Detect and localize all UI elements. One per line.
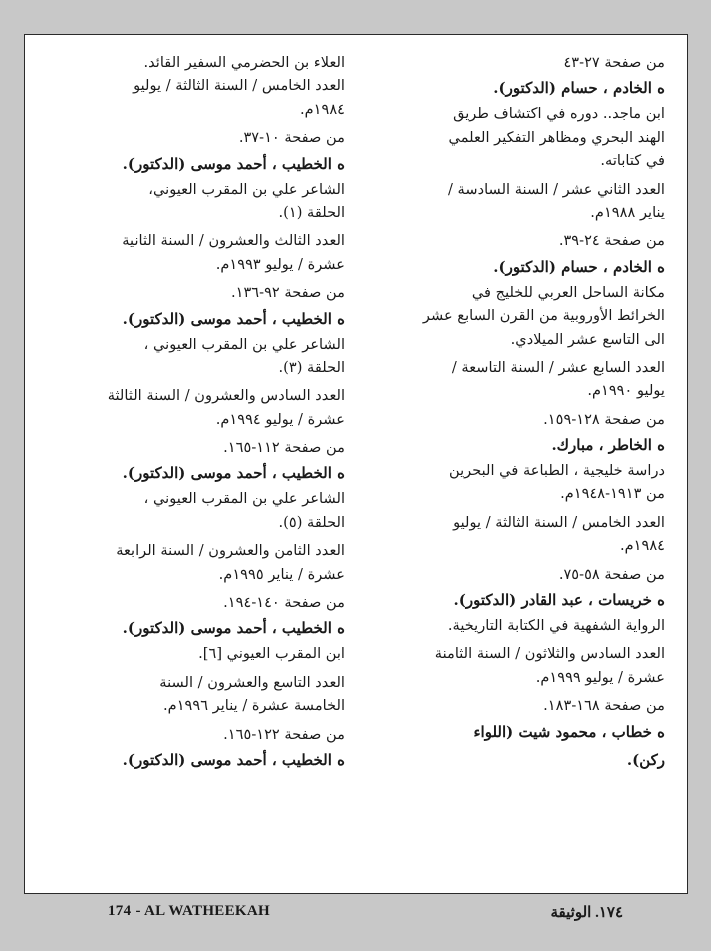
entry-text-line: من صفحة ١٦٨-١٨٣. bbox=[543, 697, 665, 715]
entry-author: ه الخطيب ، أحمد موسى (الدكتور). bbox=[122, 464, 345, 483]
entry-author: ركن). bbox=[626, 750, 665, 769]
entry-text-line: مكانة الساحل العربي للخليج في bbox=[471, 283, 665, 301]
entry-text-line: الرواية الشفهية في الكتابة التاريخية. bbox=[447, 617, 665, 635]
entry-text-line: الخرائط الأوروبية من القرن السابع عشر bbox=[422, 307, 665, 325]
entry-text-line: من صفحة ١٢٢-١٦٥. bbox=[223, 725, 345, 743]
entry-author: ه الخادم ، حسام (الدكتور). bbox=[493, 257, 665, 276]
entry-text-line: ابن المقرب العيوني [٦]. bbox=[198, 645, 345, 663]
entry-text-line: العلاء بن الحضرمي السفير القائد. bbox=[143, 54, 345, 71]
entry-text-line: من صفحة ٢٤-٣٩. bbox=[558, 232, 665, 250]
entry-author: ه الخادم ، حسام (الدكتور). bbox=[493, 79, 665, 98]
page-frame bbox=[24, 34, 688, 894]
entry-text-line: العدد الثالث والعشرون / السنة الثانية bbox=[122, 232, 345, 250]
entry-text-line: الشاعر علي بن المقرب العيوني، bbox=[148, 180, 345, 198]
entry-text-line: من صفحة ٩٢-١٣٦. bbox=[230, 284, 345, 302]
entry-text-line: العدد الخامس / السنة الثالثة / يوليو bbox=[133, 77, 345, 95]
entry-text-line: من صفحة ١٠-٣٧. bbox=[238, 129, 345, 147]
entry-text-line: الشاعر علي بن المقرب العيوني ، bbox=[143, 490, 345, 508]
entry-text-line: العدد التاسع والعشرون / السنة bbox=[159, 673, 345, 691]
entry-text-line: العدد السادس والثلاثون / السنة الثامنة bbox=[434, 645, 665, 663]
entry-text-line: يوليو ١٩٩٠م. bbox=[587, 382, 665, 400]
entry-text-line: عشرة / يناير ١٩٩٥م. bbox=[218, 565, 345, 583]
entry-text-line: عشرة / يوليو ١٩٩٩م. bbox=[535, 668, 665, 686]
entry-text-line: عشرة / يوليو ١٩٩٤م. bbox=[215, 410, 345, 428]
entry-author: ه الخطيب ، أحمد موسى (الدكتور). bbox=[122, 619, 345, 638]
entry-text-line: دراسة خليجية ، الطباعة في البحرين bbox=[448, 462, 665, 480]
entry-text-line: العدد الثاني عشر / السنة السادسة / bbox=[448, 180, 665, 198]
entry-text-line: من صفحة ١٤٠-١٩٤. bbox=[223, 594, 345, 612]
entry-text-line: العدد الثامن والعشرون / السنة الرابعة bbox=[116, 542, 345, 560]
entry-text-line: العدد السادس والعشرون / السنة الثالثة bbox=[107, 387, 345, 405]
right-column bbox=[363, 51, 665, 774]
entry-text-line: من صفحة ١٢٨-١٥٩. bbox=[543, 410, 665, 428]
entry-author: ه خطاب ، محمود شيت (اللواء bbox=[473, 722, 665, 741]
entry-text-line: ابن ماجد.. دوره في اكتشاف طريق bbox=[453, 105, 665, 123]
entry-author: ه الخطيب ، أحمد موسى (الدكتور). bbox=[122, 154, 345, 173]
left-column bbox=[43, 51, 345, 774]
entry-text-line: من صفحة ٢٧-٤٣ bbox=[563, 54, 665, 71]
entry-text-line: الحلقة (٥). bbox=[278, 513, 345, 531]
entry-text-line: ١٩٨٤م. bbox=[299, 100, 345, 118]
entry-text-line: العدد الخامس / السنة الثالثة / يوليو bbox=[453, 513, 665, 531]
entry-author: ه الخطيب ، أحمد موسى (الدكتور). bbox=[122, 750, 345, 769]
entry-author: ه الخطيب ، أحمد موسى (الدكتور). bbox=[122, 309, 345, 328]
footer-page-label-arabic: ١٧٤. الوثيقة bbox=[550, 905, 623, 921]
entry-text-line: ١٩٨٤م. bbox=[619, 537, 665, 555]
entry-text-line: الحلقة (٣). bbox=[278, 358, 345, 376]
entry-text-line: في كتاباته. bbox=[600, 152, 665, 170]
entry-author: ه خريسات ، عبد القادر (الدكتور). bbox=[453, 591, 665, 610]
entry-text-line: عشرة / يوليو ١٩٩٣م. bbox=[215, 255, 345, 273]
entry-text-line: الى التاسع عشر الميلادي. bbox=[510, 330, 665, 348]
entry-text-line: من صفحة ٥٨-٧٥. bbox=[558, 565, 665, 583]
entry-text-line: العدد السابع عشر / السنة التاسعة / bbox=[451, 358, 665, 376]
entry-text-line: من ١٩١٣-١٩٤٨م. bbox=[560, 485, 665, 503]
entry-text-line: الحلقة (١). bbox=[278, 203, 345, 221]
entry-text-line: من صفحة ١١٢-١٦٥. bbox=[223, 439, 345, 457]
entry-text-line: يناير ١٩٨٨م. bbox=[590, 203, 665, 221]
entry-text-line: الخامسة عشرة / يناير ١٩٩٦م. bbox=[163, 697, 345, 715]
entry-text-line: الهند البحري ومظاهر التفكير العلمي bbox=[448, 128, 665, 146]
entry-author: ه الخاطر ، مبارك. bbox=[551, 436, 665, 455]
footer-page-label-latin: 174 - AL WATHEEKAH bbox=[108, 903, 270, 919]
entry-text-line: الشاعر علي بن المقرب العيوني ، bbox=[143, 335, 345, 353]
